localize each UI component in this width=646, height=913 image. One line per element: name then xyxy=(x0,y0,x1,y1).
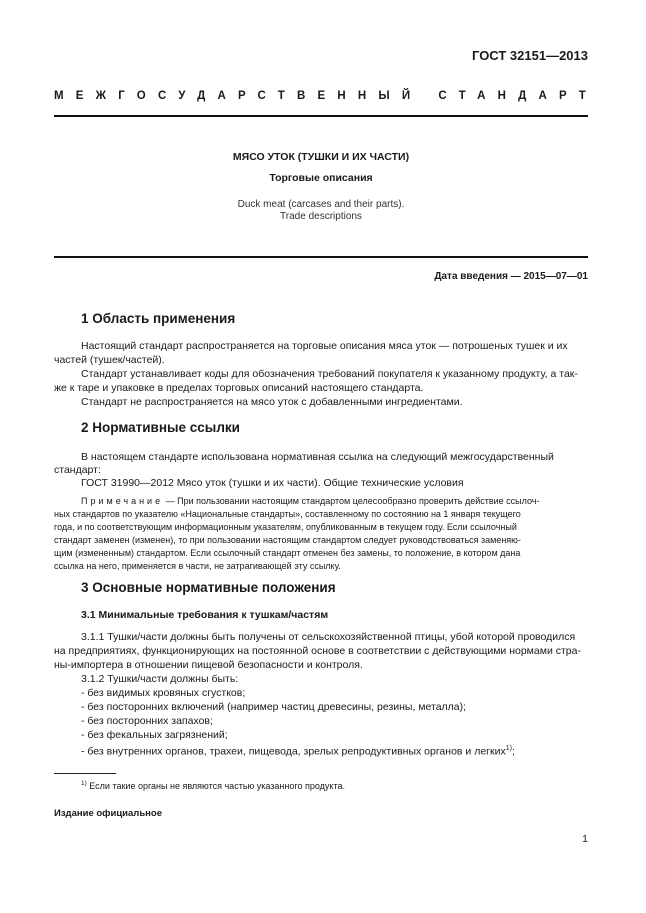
note-label: Примечание xyxy=(81,496,164,506)
footnote-reference[interactable]: 1) xyxy=(505,745,512,752)
section-1-para-3: Стандарт не распространяется на мясо уток с добавленными ингредиентами. xyxy=(81,396,463,408)
note-line-5: щим (измененным) стандартом. Если ссылочный стандарт отменен без замены, то положение, в котором дана xyxy=(54,548,521,558)
clause-3-1-1-line-1: 3.1.1 Тушки/части должны быть получены от сельскохозяйственной птицы, убой которой проводился xyxy=(81,631,576,643)
list-item-end: ; xyxy=(511,745,515,758)
clause-3-1-1-line-2: на предприятиях, функционирующих на постоянной основе в соответствии с действующими нормами стра- xyxy=(54,645,581,657)
standard-type-standard: СТАНДАРТ xyxy=(438,90,598,102)
section-1-para-1-line-1: Настоящий стандарт распространяется на торговые описания мяса уток — потрошеных тушек и их xyxy=(81,340,568,352)
note-line-2: ных стандартов по указателю «Национальные стандарты», составленному по состоянию на 1 января текущего xyxy=(54,509,521,519)
subtitle-en: Trade descriptions xyxy=(280,211,362,222)
standard-type-interstate: МЕЖГОСУДАРСТВЕННЫЙ xyxy=(54,90,423,102)
note-text-1: — При пользовании настоящим стандартом целесообразно проверить действие ссылоч- xyxy=(163,496,540,506)
subtitle-ru: Торговые описания xyxy=(269,172,373,184)
section-1-para-2-line-1: Стандарт устанавливает коды для обозначения требований покупателя к указанному продукту, а так- xyxy=(81,368,578,380)
footnote-mark: 1) xyxy=(81,780,87,787)
section-2-para-1-line-1: В настоящем стандарте использована нормативная ссылка на следующий межгосударственный xyxy=(81,451,554,463)
list-item: - без посторонних запахов; xyxy=(81,715,213,727)
title-en: Duck meat (carcases and their parts). xyxy=(237,199,405,210)
introduction-date: Дата введения — 2015—07—01 xyxy=(434,271,588,282)
list-item: - без посторонних включений (например частиц древесины, резины, металла); xyxy=(81,701,467,713)
clause-3-1-2: 3.1.2 Тушки/части должны быть: xyxy=(81,673,239,685)
footnote xyxy=(81,780,345,791)
title-ru: МЯСО УТОК (ТУШКИ И ИХ ЧАСТИ) xyxy=(232,151,410,163)
clause-3-1-1-line-3: ны-импортера в отношении пищевой безопасности и контроля. xyxy=(54,659,363,671)
document-code: ГОСТ 32151—2013 xyxy=(472,48,588,63)
section-2-heading: 2 Нормативные ссылки xyxy=(81,420,240,435)
page-number: 1 xyxy=(582,833,588,845)
section-1-para-1-line-2: частей (тушек/частей). xyxy=(54,354,165,366)
section-1-heading: 1 Область применения xyxy=(81,311,236,326)
list-item-with-footnote xyxy=(81,742,588,759)
note-line-6: ссылка на него, применяется в части, не затрагивающей эту ссылку. xyxy=(54,561,341,571)
section-3-heading: 3 Основные нормативные положения xyxy=(81,580,336,595)
official-edition-label: Издание официальное xyxy=(54,808,162,819)
note-first-line xyxy=(81,495,588,508)
footnote-text: Если такие органы не являются частью указанного продукта. xyxy=(86,781,345,791)
section-2-para-1-line-2: стандарт: xyxy=(54,464,101,476)
section-1-para-2-line-2: же к таре и упаковке в пределах торговых описаний настоящего стандарта. xyxy=(54,382,424,394)
subsection-3-1-heading: 3.1 Минимальные требования к тушкам/частям xyxy=(81,609,329,621)
header-rule xyxy=(54,115,588,117)
list-item: - без фекальных загрязнений; xyxy=(81,729,228,741)
title-rule xyxy=(54,256,588,258)
footnote-separator xyxy=(54,773,116,774)
list-item-text: - без внутренних органов, трахеи, пищевода, зрелых репродуктивных органов и легких xyxy=(81,745,506,758)
note-line-3: года, и по соответствующим информационным указателям, опубликованным в текущем году. Если ссылочный xyxy=(54,522,517,532)
section-2-reference: ГОСТ 31990—2012 Мясо уток (тушки и их части). Общие технические условия xyxy=(81,477,464,489)
note-line-4: стандарт заменен (изменен), то при пользовании настоящим стандартом следует руководствоваться заменяю- xyxy=(54,535,521,545)
list-item: - без видимых кровяных сгустков; xyxy=(81,687,246,699)
